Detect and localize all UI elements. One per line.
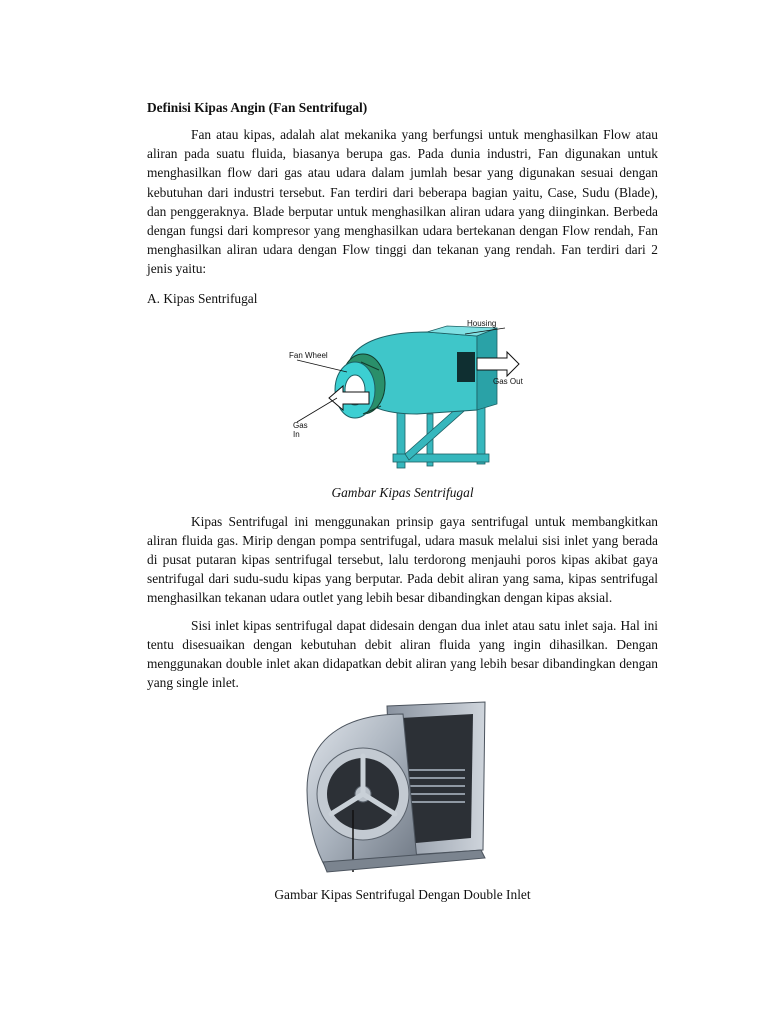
scroll-housing xyxy=(307,714,417,872)
label-gas-in-line1: Gas xyxy=(293,420,308,430)
paragraph-centrifugal-principle: Kipas Sentrifugal ini menggunakan prinsip gaya sentrifugal untuk membangkitkan aliran fluida gas. Mirip dengan pompa sentrifugal, udara masuk melalui sisi inlet yang berada di pusat putaran kipas sentrifugal tersebut, lalu terdorong menjauhi poros kipas akibat gaya sentrifugal dari sudu-sudu kipas yang berputar. Pada debit aliran yang sama, kipas sentrifugal menghasilkan tekanan udara outlet yang lebih besar dibandingkan dengan kipas aksial. xyxy=(147,513,658,606)
fan-wheel-leader-line xyxy=(297,360,347,372)
centrifugal-fan-illustration xyxy=(147,314,658,474)
gas-in-leader-line xyxy=(297,398,337,422)
document-body xyxy=(147,99,658,904)
label-gas-out: Gas Out xyxy=(493,376,523,386)
double-inlet-fan-illustration xyxy=(147,700,658,878)
label-fan-wheel: Fan Wheel xyxy=(289,350,328,360)
section-heading-kipas-sentrifugal: A. Kipas Sentrifugal xyxy=(147,290,258,306)
figure-centrifugal-fan-diagram xyxy=(147,314,658,474)
figure2-caption: Gambar Kipas Sentrifugal Dengan Double Inlet xyxy=(274,887,531,903)
figure1-caption: Gambar Kipas Sentrifugal xyxy=(331,484,474,500)
label-housing: Housing xyxy=(467,318,497,328)
paragraph-definition: Fan atau kipas, adalah alat mekanika yang berfungsi untuk menghasilkan Flow atau aliran pada suatu fluida, biasanya berupa gas. Pada dunia industri, Fan digunakan untuk menghasilkan flow dari gas atau udara dalam jumlah besar yang digunakan sesuai dengan kebutuhan dari industri tersebut. Fan terdiri dari beberapa bagian yaitu, Case, Sudu (Blade), dan penggeraknya. Blade berputar untuk menghasilkan aliran udara yang diinginkan. Berbeda dengan fungsi dari kompresor yang menghasilkan udara bertekanan dengan Flow rendah, Fan menghasilkan aliran udara dengan Flow tinggi dan tekanan yang rendah. Fan terdiri dari 2 jenis yaitu: xyxy=(147,127,658,277)
label-gas-in-line2: In xyxy=(293,429,300,439)
paragraph-inlet: Sisi inlet kipas sentrifugal dapat didesain dengan dua inlet atau satu inlet saja. Hal ini tentu disesuaikan dengan kebutuhan debit aliran fluida yang ingin dihasilkan. Dengan menggunakan double inlet akan didapatkan debit aliran yang lebih besar dibandingkan dengan yang single inlet. xyxy=(147,617,658,691)
document-title: Definisi Kipas Angin (Fan Sentrifugal) xyxy=(147,100,368,115)
figure-double-inlet-fan-photo xyxy=(147,700,658,878)
